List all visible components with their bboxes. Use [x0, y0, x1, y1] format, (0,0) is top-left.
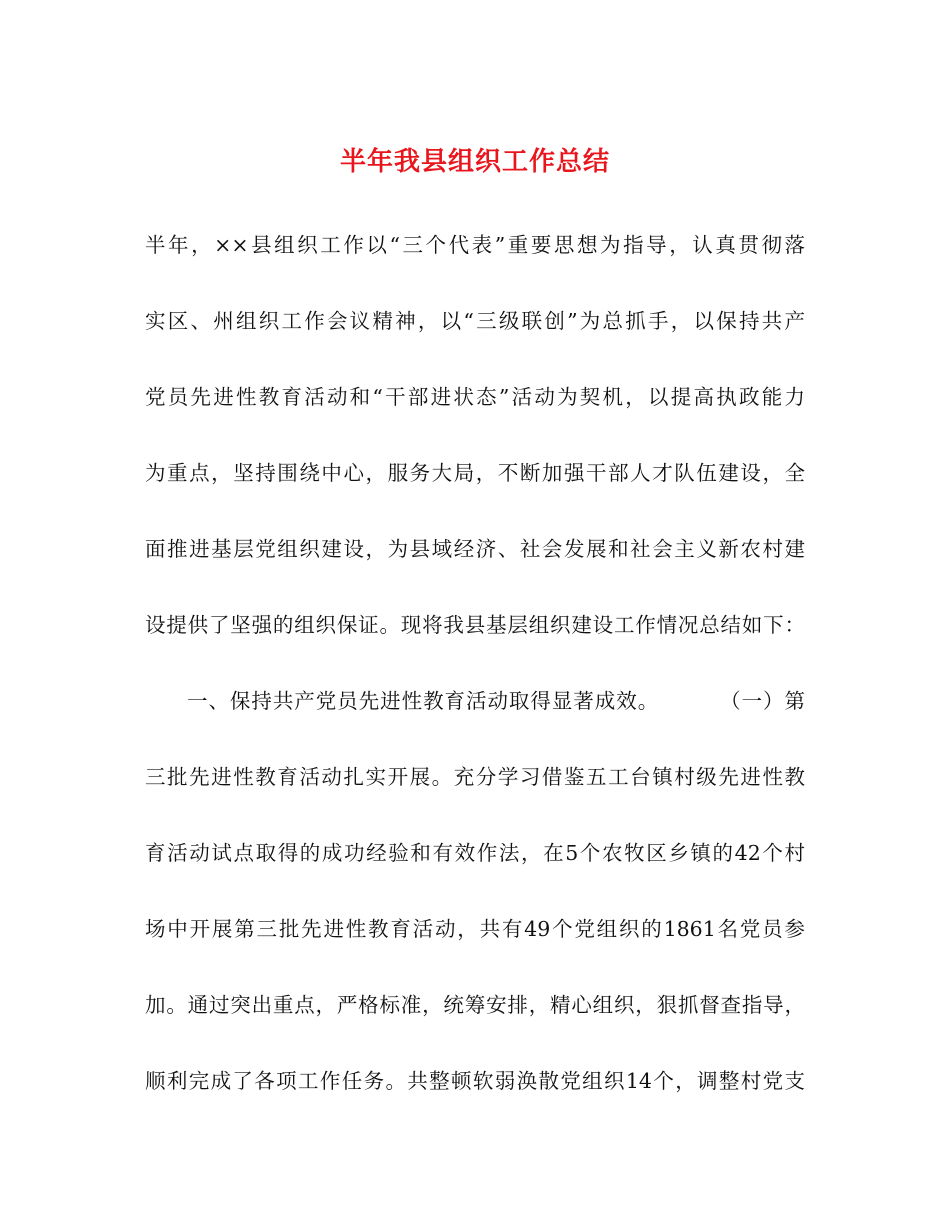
paragraph-line-7: 三批先进性教育活动扎实开展。充分学习借鉴五工台镇村级先进性教 — [145, 765, 805, 789]
paragraph-line-11: 顺利完成了各项工作任务。共整顿软弱涣散党组织14个，调整村党支 — [145, 1069, 805, 1093]
paragraph-line-3: 党员先进性教育活动和“干部进状态”活动为契机，以提高执政能力 — [145, 385, 805, 409]
document-title: 半年我县组织工作总结 — [339, 147, 610, 177]
section-subheading: （一）第 — [719, 689, 806, 713]
paragraph-line-10: 加。通过突出重点，严格标准，统筹安排，精心组织，狠抓督查指导， — [145, 993, 805, 1017]
paragraph-line-9: 场中开展第三批先进性教育活动，共有49个党组织的1861名党员参 — [145, 917, 805, 941]
paragraph-line-4: 为重点，坚持围绕中心，服务大局，不断加强干部人才队伍建设，全 — [145, 461, 805, 485]
section-heading: 一、保持共产党员先进性教育活动取得显著成效。 — [187, 689, 660, 713]
paragraph-line-8: 育活动试点取得的成功经验和有效作法，在5个农牧区乡镇的42个村 — [145, 841, 805, 865]
paragraph-line-6: 设提供了坚强的组织保证。现将我县基层组织建设工作情况总结如下： — [145, 613, 805, 637]
paragraph-line-2: 实区、州组织工作会议精神，以“三级联创”为总抓手，以保持共产 — [145, 309, 805, 333]
section-heading-line — [187, 686, 805, 716]
paragraph-line-5: 面推进基层党组织建设，为县域经济、社会发展和社会主义新农村建 — [145, 537, 805, 561]
paragraph-line-1: 半年，××县组织工作以“三个代表”重要思想为指导，认真贯彻落 — [145, 233, 805, 257]
